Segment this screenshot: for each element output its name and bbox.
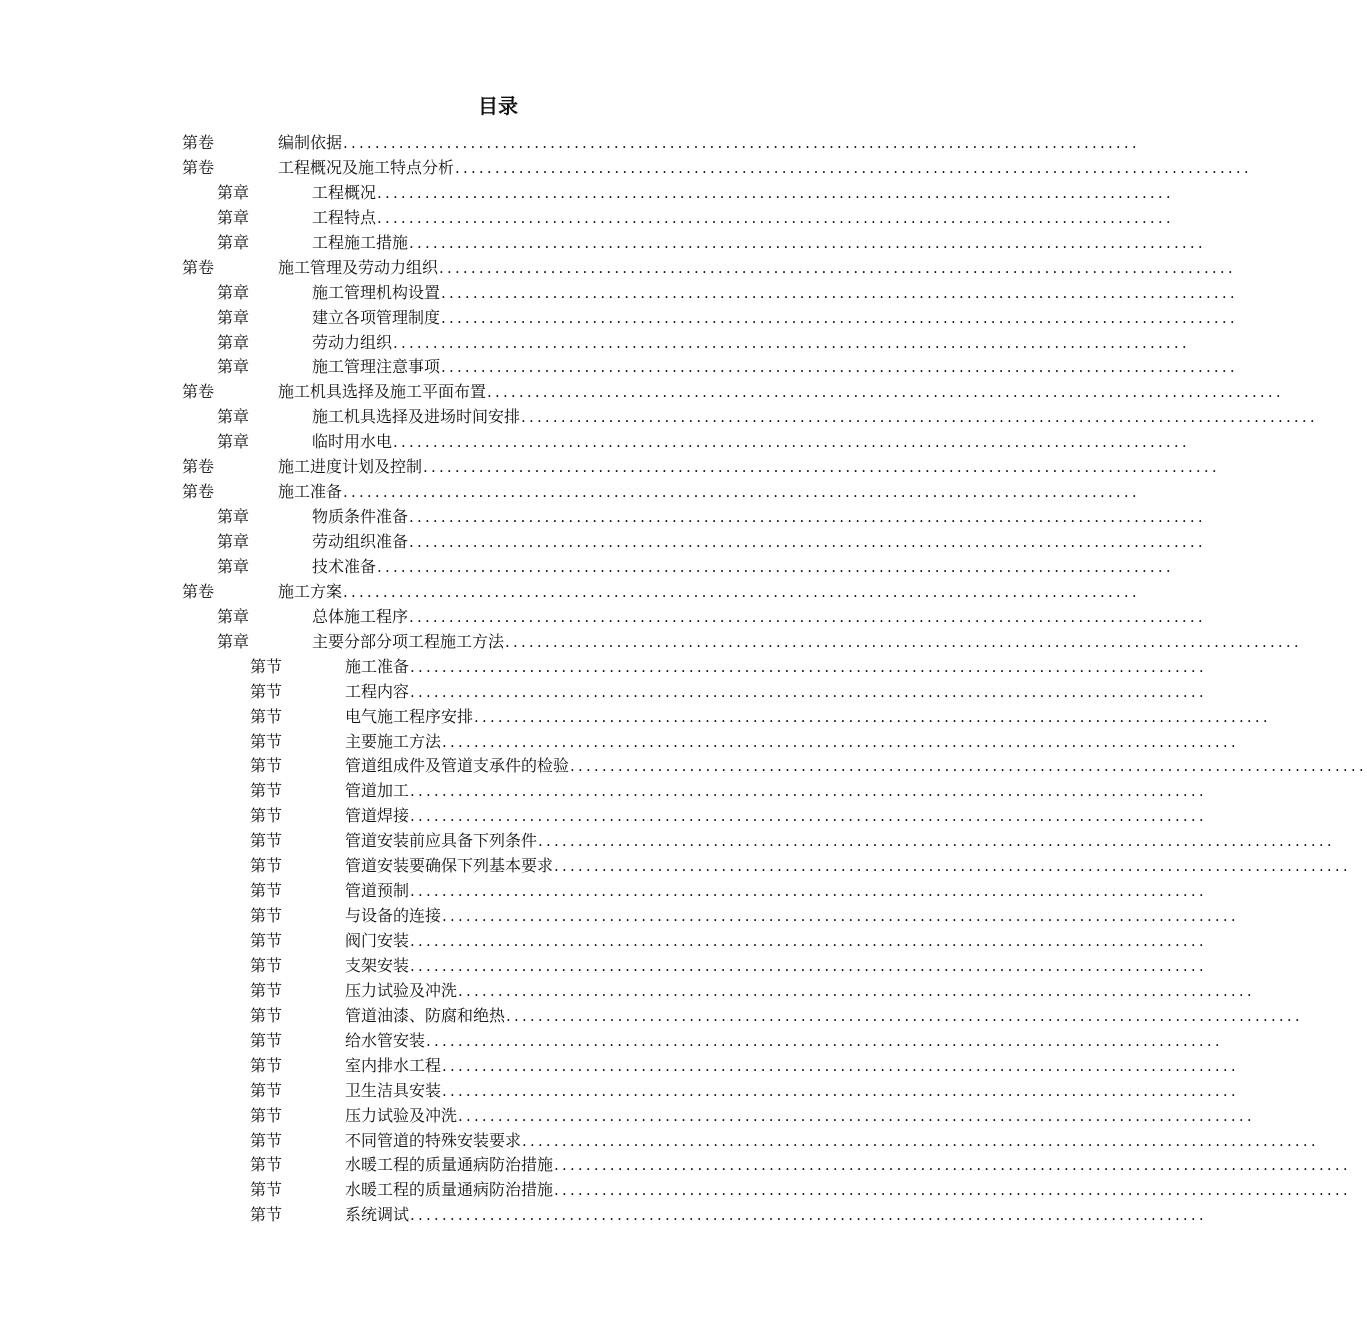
toc-entry-body bbox=[345, 1053, 1239, 1079]
toc-entry-number: 第卷 bbox=[182, 257, 215, 277]
toc-dot-leader: .................................................................................................... bbox=[505, 632, 1302, 651]
toc-entry-number: 第卷 bbox=[182, 133, 215, 152]
toc-entry-title: 水暖工程的质量通病防治措施 bbox=[345, 1155, 554, 1175]
toc-entry-body bbox=[345, 803, 1207, 829]
toc-entry-number: 第卷 bbox=[182, 457, 215, 477]
toc-entry bbox=[182, 454, 1220, 479]
toc-dot-leader: .................................................................................................... bbox=[426, 1031, 1223, 1050]
toc-dot-leader: .................................................................................................... bbox=[343, 483, 1140, 502]
toc-entry-number: 第章 bbox=[217, 407, 250, 427]
toc-entry-number: 第卷 bbox=[182, 581, 215, 601]
toc-entry-number: 第节 bbox=[250, 831, 283, 851]
toc-entry-title: 建立各项管理制度 bbox=[312, 307, 441, 327]
toc-entry bbox=[182, 679, 1207, 704]
toc-dot-leader: .................................................................................................... bbox=[377, 557, 1174, 576]
toc-entry-title: 工程概况及施工特点分析 bbox=[278, 157, 455, 177]
toc-entry-number: 第节 bbox=[250, 931, 283, 950]
toc-dot-leader: .................................................................................................... bbox=[455, 158, 1252, 177]
toc-entry-body bbox=[312, 429, 1190, 455]
toc-entry-number: 第卷 bbox=[182, 482, 215, 502]
toc-entry-number: 第节 bbox=[250, 1205, 283, 1225]
toc-entry-body bbox=[312, 354, 1238, 380]
toc-entry bbox=[182, 978, 1255, 1003]
toc-entry bbox=[182, 1152, 1351, 1177]
toc-entry-number: 第节 bbox=[250, 656, 283, 676]
toc-dot-leader: .................................................................................................... bbox=[570, 757, 1367, 776]
toc-entry-body bbox=[345, 1003, 1303, 1029]
toc-entry-body bbox=[345, 778, 1207, 804]
toc-entry-title: 室内排水工程 bbox=[345, 1055, 442, 1075]
toc-dot-leader: .................................................................................................... bbox=[458, 981, 1255, 1000]
toc-entry bbox=[182, 953, 1207, 978]
toc-entry-body bbox=[278, 155, 1252, 181]
toc-entry-title: 工程概况 bbox=[312, 182, 377, 202]
toc-entry-title: 工程特点 bbox=[312, 207, 377, 227]
toc-entry bbox=[182, 753, 1367, 778]
toc-dot-leader: .................................................................................................... bbox=[409, 607, 1206, 626]
toc-dot-leader: .................................................................................................... bbox=[377, 183, 1174, 202]
toc-entry-number: 第章 bbox=[217, 631, 250, 651]
toc-entry-number: 第章 bbox=[217, 232, 250, 252]
toc-entry-title: 编制依据 bbox=[278, 133, 343, 152]
toc-dot-leader: .................................................................................................... bbox=[487, 383, 1284, 402]
toc-entry-body bbox=[345, 1078, 1239, 1104]
toc-entry-title: 工程内容 bbox=[345, 681, 410, 701]
toc-dot-leader: .................................................................................................... bbox=[522, 1131, 1319, 1150]
toc-dot-leader: .................................................................................................... bbox=[423, 458, 1220, 477]
toc-entry-title: 主要施工方法 bbox=[345, 731, 442, 751]
toc-entry bbox=[182, 1103, 1255, 1128]
toc-dot-leader: .................................................................................................... bbox=[442, 732, 1239, 751]
toc-entry-body bbox=[345, 679, 1207, 705]
toc-dot-leader: .................................................................................................... bbox=[410, 956, 1207, 975]
toc-dot-leader: .................................................................................................... bbox=[554, 1181, 1351, 1200]
toc-entry bbox=[182, 205, 1174, 230]
toc-dot-leader: .................................................................................................... bbox=[410, 657, 1207, 676]
toc-entry-body bbox=[312, 504, 1206, 530]
toc-entry bbox=[182, 554, 1174, 579]
toc-entry bbox=[182, 155, 1252, 180]
toc-entry-number: 第卷 bbox=[182, 157, 215, 177]
toc-entry-number: 第章 bbox=[217, 357, 250, 377]
toc-entry-body bbox=[345, 903, 1239, 929]
toc-entry-body bbox=[312, 205, 1174, 231]
toc-dot-leader: .................................................................................................... bbox=[343, 134, 1140, 152]
toc-entry-number: 第节 bbox=[250, 955, 283, 975]
toc-entry-number: 第节 bbox=[250, 1180, 283, 1200]
toc-entry bbox=[182, 305, 1238, 330]
toc-entry-title: 系统调试 bbox=[345, 1205, 410, 1225]
toc-entry-number: 第章 bbox=[217, 507, 250, 527]
toc-entry-title: 电气施工程序安排 bbox=[345, 706, 474, 726]
toc-dot-leader: .................................................................................................... bbox=[377, 208, 1174, 227]
toc-entry-number: 第节 bbox=[250, 906, 283, 926]
toc-entry bbox=[182, 828, 1335, 853]
toc-dot-leader: .................................................................................................... bbox=[554, 1156, 1351, 1175]
toc-entry-number: 第章 bbox=[217, 207, 250, 227]
toc-dot-leader: .................................................................................................... bbox=[441, 308, 1238, 327]
toc-entry bbox=[182, 1053, 1239, 1078]
toc-entry-title: 支架安装 bbox=[345, 955, 410, 975]
toc-entry-title: 总体施工程序 bbox=[312, 606, 409, 626]
toc-entry-number: 第章 bbox=[217, 182, 250, 202]
toc-entry bbox=[182, 130, 1140, 155]
toc-entry-body bbox=[312, 554, 1174, 580]
toc-entry-body bbox=[312, 305, 1238, 331]
toc-entry-title: 工程施工措施 bbox=[312, 232, 409, 252]
toc-entry bbox=[182, 504, 1206, 529]
toc-entry-title: 管道焊接 bbox=[345, 806, 410, 826]
toc-entry-title: 管道加工 bbox=[345, 781, 410, 801]
toc-entry-number: 第节 bbox=[250, 706, 283, 726]
toc-entry-body bbox=[312, 604, 1206, 630]
toc-dot-leader: .................................................................................................... bbox=[343, 582, 1140, 601]
toc-entry-body bbox=[345, 928, 1207, 954]
toc-entry-body bbox=[345, 1028, 1223, 1054]
toc-dot-leader: .................................................................................................... bbox=[474, 707, 1271, 726]
toc-entry-body bbox=[278, 454, 1220, 480]
toc-dot-leader: .................................................................................................... bbox=[410, 882, 1207, 901]
toc-entry-body bbox=[312, 180, 1174, 206]
toc-entry bbox=[182, 629, 1302, 654]
toc-dot-leader: .................................................................................................... bbox=[441, 283, 1238, 302]
toc-entry-body bbox=[345, 1202, 1207, 1228]
toc-entry bbox=[182, 579, 1140, 604]
toc-dot-leader: .................................................................................................... bbox=[393, 333, 1190, 352]
toc-entry-body bbox=[345, 729, 1239, 755]
toc-entry-body bbox=[312, 529, 1206, 555]
toc-entry-body bbox=[345, 878, 1207, 904]
toc-entry-number: 第章 bbox=[217, 556, 250, 576]
toc-entry-title: 施工管理注意事项 bbox=[312, 357, 441, 377]
toc-entry-body bbox=[345, 753, 1367, 779]
toc-entry-title: 管道安装要确保下列基本要求 bbox=[345, 856, 554, 876]
toc-entry-title: 临时用水电 bbox=[312, 432, 393, 452]
toc-entry bbox=[182, 729, 1239, 754]
toc-entry-body bbox=[345, 853, 1351, 879]
toc-entry-body bbox=[278, 130, 1140, 156]
toc-entry-body bbox=[345, 1128, 1319, 1154]
toc-dot-leader: .................................................................................................... bbox=[458, 1106, 1255, 1125]
toc-entry-body bbox=[345, 1103, 1255, 1129]
toc-entry-number: 第节 bbox=[250, 980, 283, 1000]
toc-entry-number: 第章 bbox=[217, 307, 250, 327]
toc-entry-number: 第章 bbox=[217, 606, 250, 626]
toc-entry bbox=[182, 803, 1207, 828]
toc-entry-number: 第节 bbox=[250, 756, 283, 776]
toc-dot-leader: .................................................................................................... bbox=[554, 857, 1351, 876]
toc-entry bbox=[182, 255, 1236, 280]
toc-entry-number: 第卷 bbox=[182, 382, 215, 402]
toc-dot-leader: .................................................................................................... bbox=[410, 782, 1207, 801]
toc-entry bbox=[182, 1078, 1239, 1103]
toc-entry bbox=[182, 1003, 1303, 1028]
toc-entry bbox=[182, 1202, 1207, 1227]
toc-dot-leader: .................................................................................................... bbox=[439, 258, 1236, 277]
toc-dot-leader: .................................................................................................... bbox=[409, 508, 1206, 527]
toc-entry bbox=[182, 604, 1206, 629]
toc-entry bbox=[182, 654, 1207, 679]
toc-entry-title: 给水管安装 bbox=[345, 1030, 426, 1050]
toc-entry-number: 第节 bbox=[250, 1155, 283, 1175]
toc-entry-title: 压力试验及冲洗 bbox=[345, 980, 458, 1000]
toc-entry-body bbox=[345, 828, 1335, 854]
toc-entry bbox=[182, 1028, 1223, 1053]
toc-dot-leader: .................................................................................................... bbox=[441, 358, 1238, 377]
page-title: 目录 bbox=[478, 94, 518, 118]
toc-entry bbox=[182, 404, 1318, 429]
toc-entry-title: 施工准备 bbox=[278, 482, 343, 502]
toc-entry-body bbox=[278, 255, 1236, 281]
toc-entry-body bbox=[278, 579, 1140, 605]
toc-entry bbox=[182, 230, 1206, 255]
toc-entry-body bbox=[312, 280, 1238, 306]
toc-entry bbox=[182, 280, 1238, 305]
toc-entry-number: 第节 bbox=[250, 781, 283, 801]
toc-entry-number: 第节 bbox=[250, 1055, 283, 1075]
toc-entry-title: 管道组成件及管道支承件的检验 bbox=[345, 756, 570, 776]
toc-entry-number: 第节 bbox=[250, 1130, 283, 1150]
toc-dot-leader: .................................................................................................... bbox=[410, 807, 1207, 826]
toc-dot-leader: .................................................................................................... bbox=[442, 907, 1239, 926]
toc-entry bbox=[182, 928, 1207, 953]
toc-dot-leader: .................................................................................................... bbox=[410, 682, 1207, 701]
toc-dot-leader: .................................................................................................... bbox=[410, 932, 1207, 950]
toc-entry-body bbox=[312, 629, 1302, 655]
toc-entry bbox=[182, 704, 1271, 729]
toc-entry-title: 物质条件准备 bbox=[312, 507, 409, 527]
toc-entry-body bbox=[312, 330, 1190, 356]
toc-entry-title: 施工管理机构设置 bbox=[312, 282, 441, 302]
toc-entry-title: 压力试验及冲洗 bbox=[345, 1105, 458, 1125]
toc-entry bbox=[182, 903, 1239, 928]
toc-entry-body bbox=[312, 230, 1206, 256]
toc-dot-leader: .................................................................................................... bbox=[409, 233, 1206, 252]
toc-entry-number: 第节 bbox=[250, 731, 283, 751]
toc-entry-body bbox=[345, 1177, 1351, 1203]
toc-dot-leader: .................................................................................................... bbox=[506, 1006, 1303, 1025]
toc-entry-body bbox=[345, 953, 1207, 979]
toc-entry bbox=[182, 379, 1284, 404]
toc-entry-title: 阀门安装 bbox=[345, 931, 410, 950]
toc-entry-title: 施工机具选择及进场时间安排 bbox=[312, 407, 521, 427]
toc-entry-title: 施工机具选择及施工平面布置 bbox=[278, 382, 487, 402]
toc-entry-number: 第章 bbox=[217, 332, 250, 352]
toc-dot-leader: .................................................................................................... bbox=[393, 433, 1190, 452]
toc-entry-body bbox=[345, 654, 1207, 680]
toc-entry-number: 第章 bbox=[217, 532, 250, 551]
toc-entry-number: 第章 bbox=[217, 282, 250, 302]
toc-entry-title: 管道预制 bbox=[345, 881, 410, 901]
toc-entry bbox=[182, 330, 1190, 355]
toc-entry-title: 与设备的连接 bbox=[345, 906, 442, 926]
toc-entry-number: 第节 bbox=[250, 1030, 283, 1050]
toc-entry-number: 第节 bbox=[250, 1005, 283, 1025]
toc-entry-title: 施工方案 bbox=[278, 581, 343, 601]
toc-entry-title: 劳动组织准备 bbox=[312, 532, 409, 551]
toc-entry-title: 施工管理及劳动力组织 bbox=[278, 257, 439, 277]
toc-dot-leader: .................................................................................................... bbox=[538, 832, 1335, 851]
toc-dot-leader: .................................................................................................... bbox=[410, 1206, 1207, 1225]
toc-entry-body bbox=[278, 379, 1284, 405]
toc-entry-body bbox=[312, 404, 1318, 430]
toc-entry bbox=[182, 479, 1140, 504]
toc-entry-title: 技术准备 bbox=[312, 556, 377, 576]
toc-entry-number: 第节 bbox=[250, 806, 283, 826]
toc-entry-body bbox=[345, 1152, 1351, 1178]
toc-entry bbox=[182, 180, 1174, 205]
table-of-contents bbox=[182, 130, 1367, 1227]
toc-entry-number: 第节 bbox=[250, 681, 283, 701]
toc-entry-number: 第节 bbox=[250, 881, 283, 901]
toc-entry-title: 劳动力组织 bbox=[312, 332, 393, 352]
toc-entry bbox=[182, 429, 1190, 454]
toc-entry-title: 管道油漆、防腐和绝热 bbox=[345, 1005, 506, 1025]
toc-entry bbox=[182, 1177, 1351, 1202]
toc-dot-leader: .................................................................................................... bbox=[442, 1081, 1239, 1100]
toc-entry bbox=[182, 354, 1238, 379]
toc-entry-body bbox=[345, 978, 1255, 1004]
toc-entry-body bbox=[345, 704, 1271, 730]
toc-entry bbox=[182, 778, 1207, 803]
toc-entry-number: 第节 bbox=[250, 1105, 283, 1125]
toc-entry-body bbox=[278, 479, 1140, 505]
toc-entry-title: 主要分部分项工程施工方法 bbox=[312, 631, 505, 651]
toc-entry-number: 第节 bbox=[250, 1080, 283, 1100]
toc-entry-title: 卫生洁具安装 bbox=[345, 1080, 442, 1100]
toc-dot-leader: .................................................................................................... bbox=[521, 408, 1318, 427]
toc-entry bbox=[182, 529, 1206, 554]
toc-entry-number: 第章 bbox=[217, 432, 250, 452]
toc-entry bbox=[182, 853, 1351, 878]
toc-dot-leader: .................................................................................................... bbox=[409, 533, 1206, 551]
toc-dot-leader: .................................................................................................... bbox=[442, 1056, 1239, 1075]
toc-entry-title: 施工进度计划及控制 bbox=[278, 457, 423, 477]
toc-entry bbox=[182, 1128, 1319, 1153]
toc-entry-number: 第节 bbox=[250, 856, 283, 876]
toc-entry-title: 不同管道的特殊安装要求 bbox=[345, 1130, 522, 1150]
toc-entry-title: 水暖工程的质量通病防治措施 bbox=[345, 1180, 554, 1200]
toc-entry-title: 管道安装前应具备下列条件 bbox=[345, 831, 538, 851]
toc-entry-title: 施工准备 bbox=[345, 656, 410, 676]
toc-entry bbox=[182, 878, 1207, 903]
